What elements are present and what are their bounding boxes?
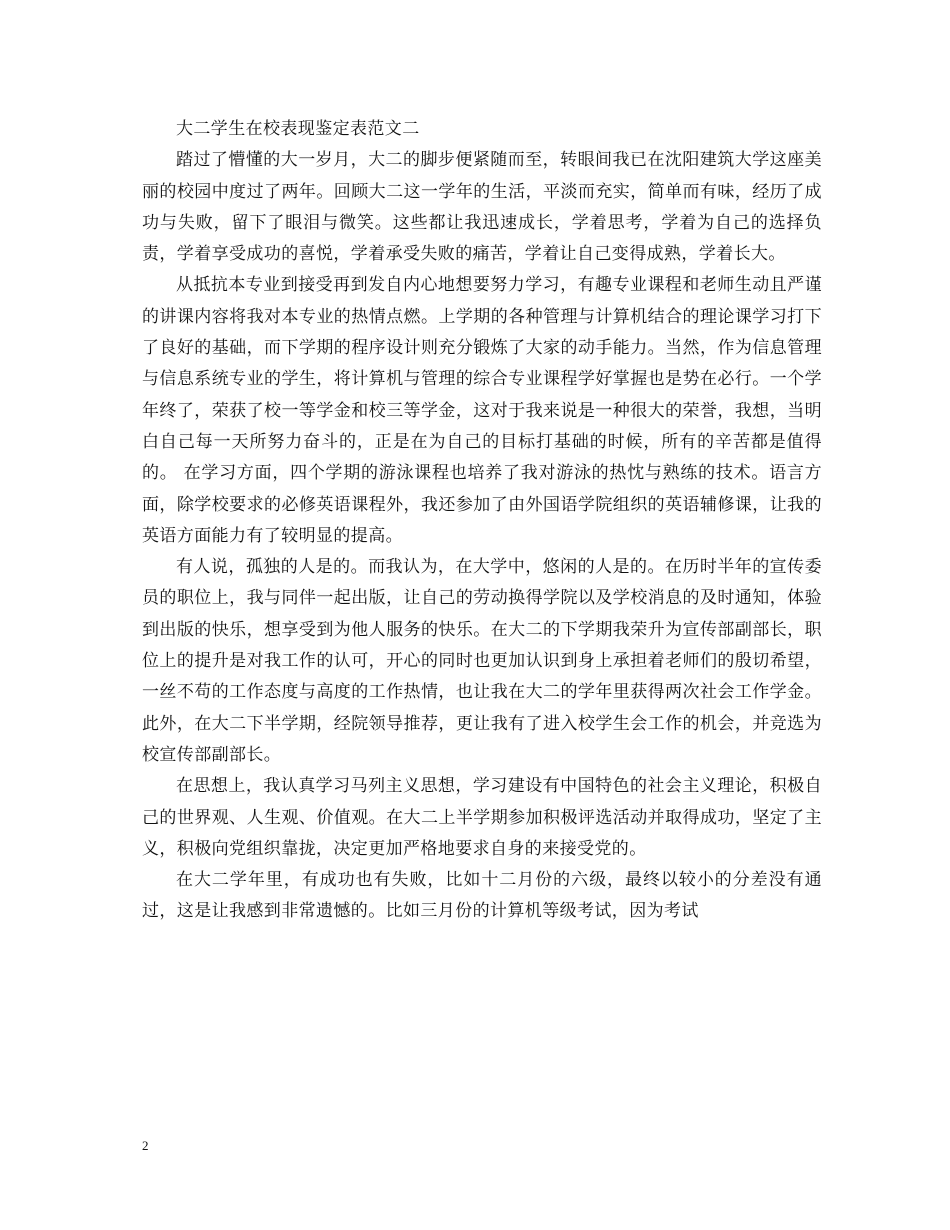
- paragraph: 有人说，孤独的人是的。而我认为，在大学中，悠闲的人是的。在历时半年的宣传委员的职位上，我与同伴一起出版，让自己的劳动换得学院以及学校消息的及时通知，体验到出版的快乐，想享受到为他人服务的快乐。在大二的下学期我荣升为宣传部副部长，职位上的提升是对我工作的认可，开心的同时也更加认识到身上承担着老师们的殷切希望，一丝不苟的工作态度与高度的工作热情，也让我在大二的学年里获得两次社会工作学金。此外，在大二下半学期，经院领导推荐，更让我有了进入校学生会工作的机会，并竞选为校宣传部副部长。: [142, 557, 822, 765]
- document-title: 大二学生在校表现鉴定表范文二: [176, 119, 420, 139]
- document-body: [142, 114, 822, 928]
- paragraph: 在大二学年里，有成功也有失败，比如十二月份的六级，最终以较小的分差没有通过，这是让我感到非常遗憾的。比如三月份的计算机等级考试，因为考试: [142, 870, 822, 922]
- paragraph: 踏过了懵懂的大一岁月，大二的脚步便紧随而至，转眼间我已在沈阳建筑大学这座美丽的校园中度过了两年。回顾大二这一学年的生活，平淡而充实，简单而有味，经历了成功与失败，留下了眼泪与微笑。这些都让我迅速成长，学着思考，学着为自己的选择负责，学着享受成功的喜悦，学着承受失败的痛苦，学着让自己变得成熟，学着长大。: [142, 150, 822, 265]
- page-number: 2: [142, 1138, 149, 1153]
- paragraph: 从抵抗本专业到接受再到发自内心地想要努力学习，有趣专业课程和老师生动且严谨的讲课内容将我对本专业的热情点燃。上学期的各种管理与计算机结合的理论课学习打下了良好的基础，而下学期的程序设计则充分锻炼了大家的动手能力。当然，作为信息管理与信息系统专业的学生，将计算机与管理的综合专业课程学好掌握也是势在必行。一个学年终了，荣获了校一等学金和校三等学金，这对于我来说是一种很大的荣誉，我想，当明白自己每一天所努力奋斗的，正是在为自己的目标打基础的时候，所有的辛苦都是值得的。 在学习方面，四个学期的游泳课程也培养了我对游泳的热忱与熟练的技术。语言方面，除学校要求的必修英语课程外，我还参加了由外国语学院组织的英语辅修课，让我的英语方面能力有了较明显的提高。: [142, 275, 822, 546]
- paragraph: 在思想上，我认真学习马列主义思想，学习建设有中国特色的社会主义理论，积极自己的世界观、人生观、价值观。在大二上半学期参加积极评选活动并取得成功，坚定了主义，积极向党组织靠拢，决定更加严格地要求自身的来接受党的。: [142, 776, 822, 859]
